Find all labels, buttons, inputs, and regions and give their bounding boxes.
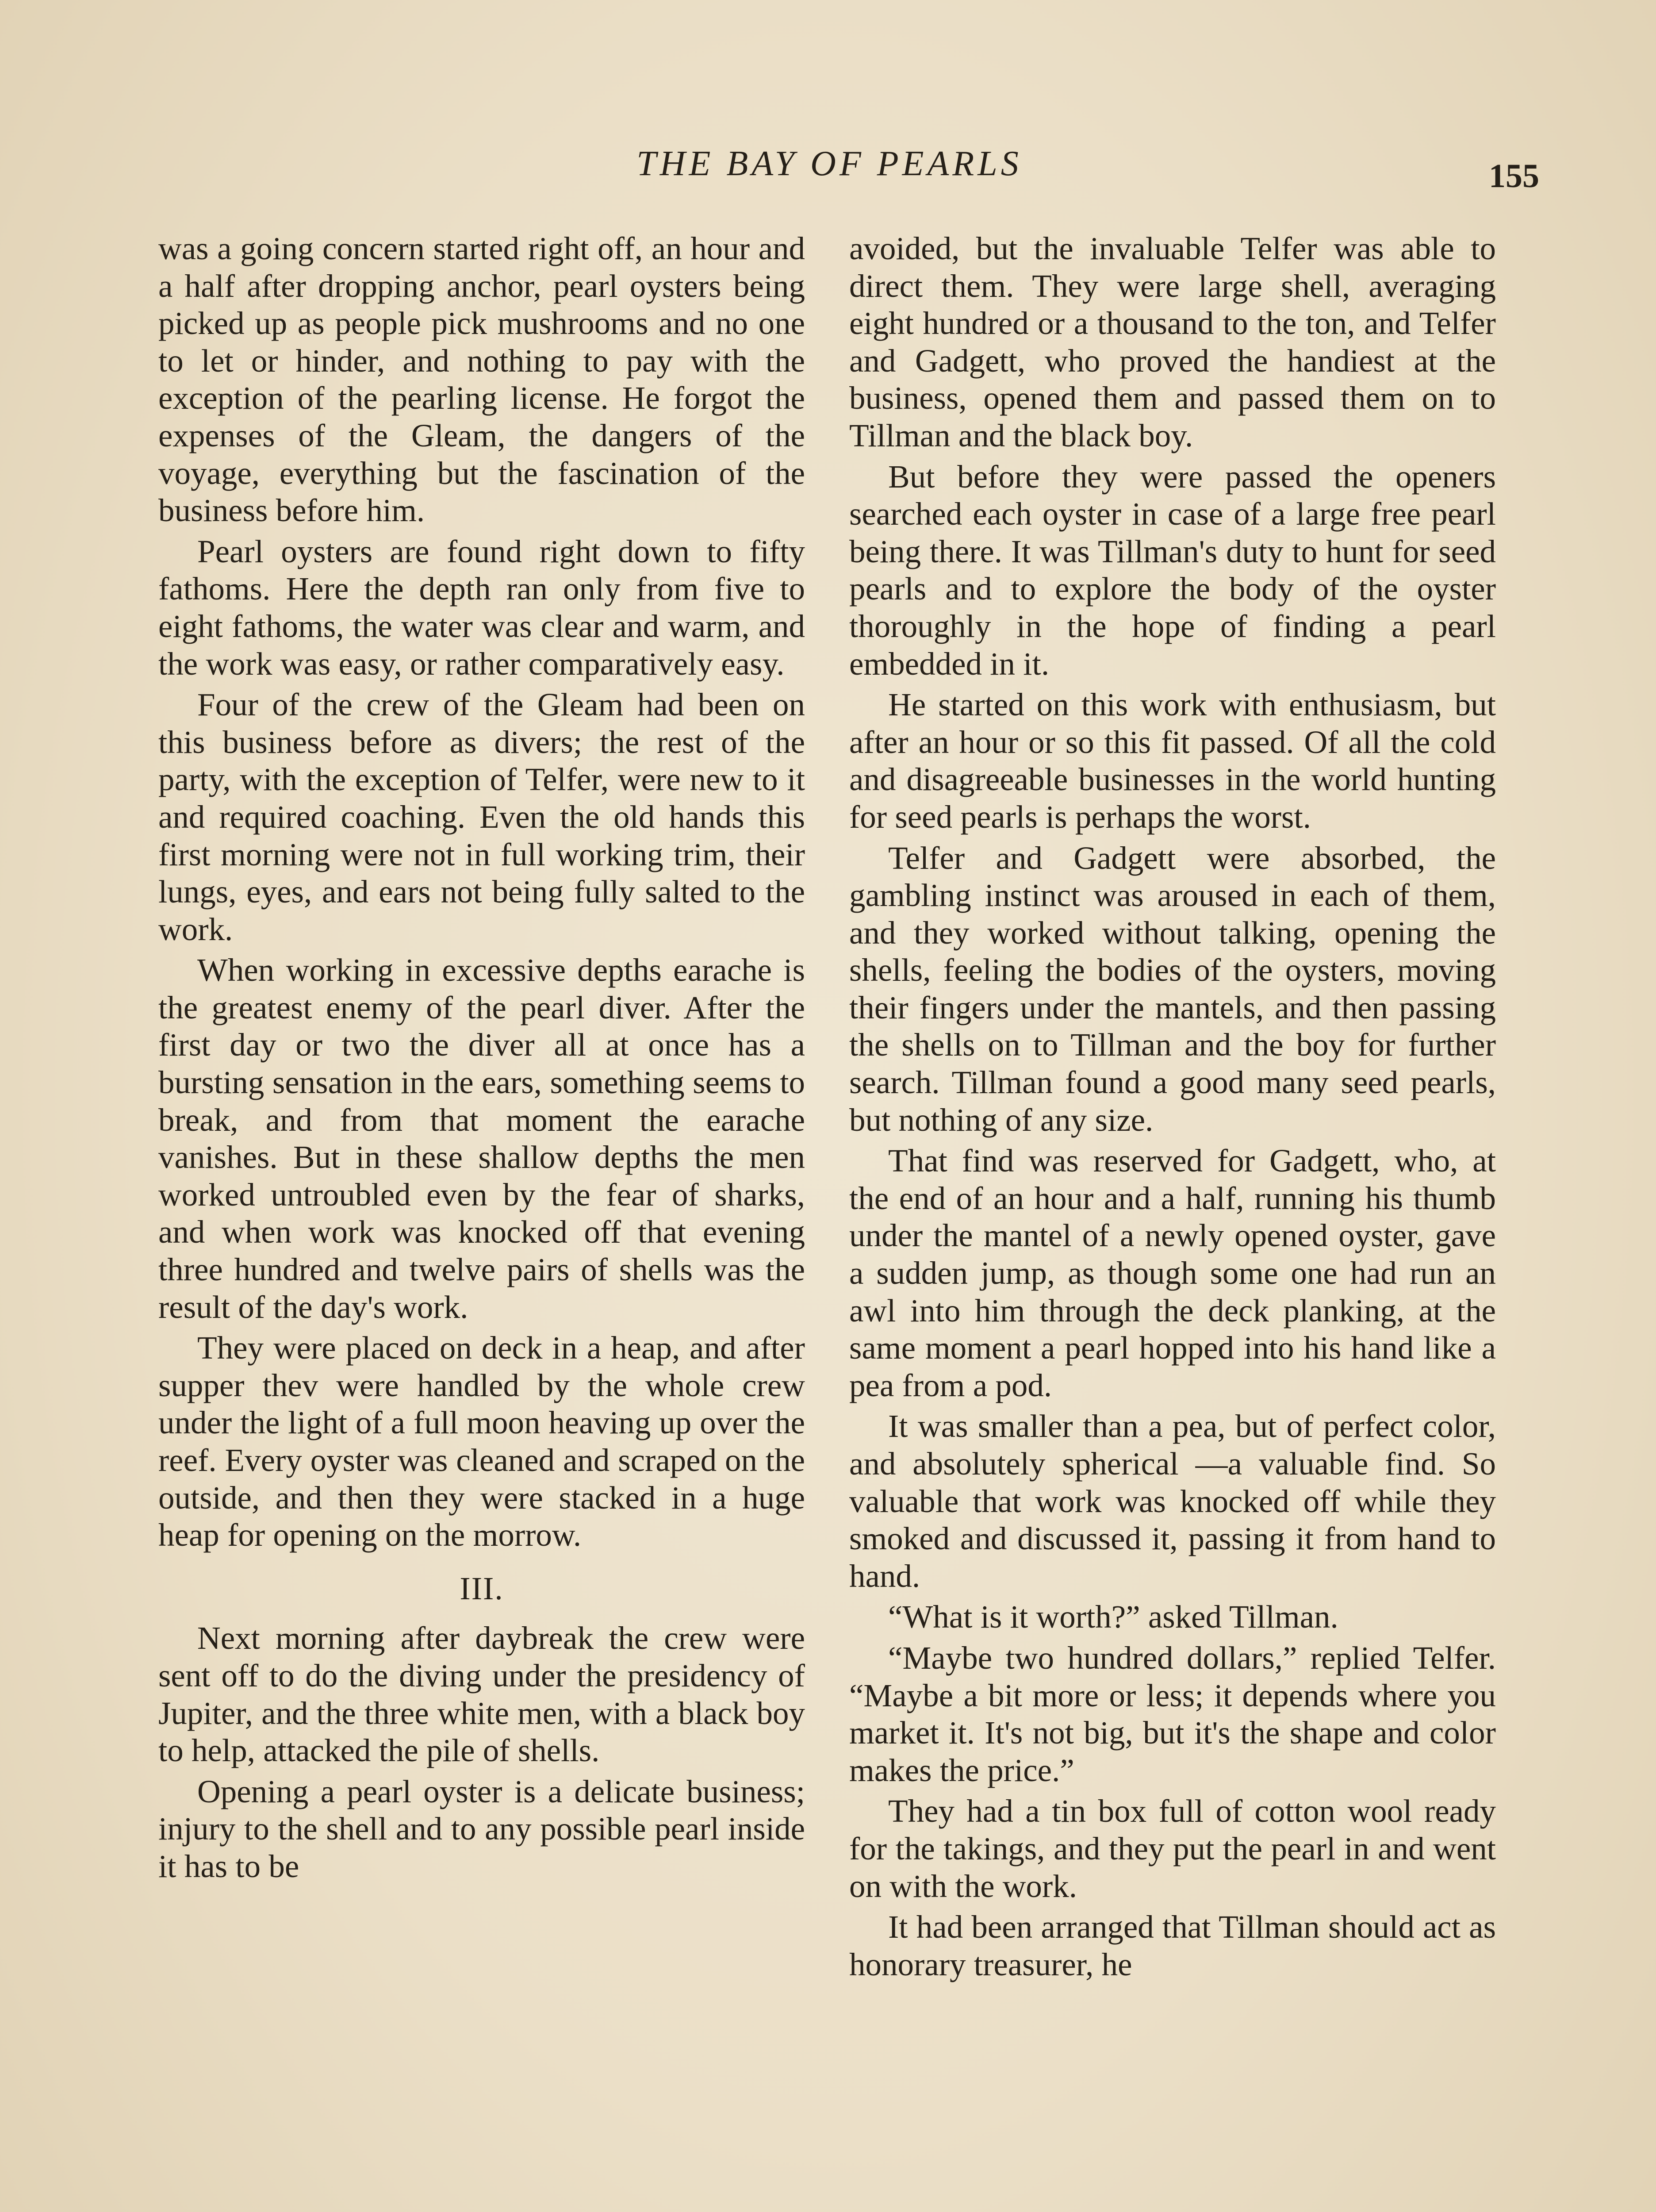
paragraph: It was smaller than a pea, but of perfect color, and absolutely spherical —a valuable find. So valuable that work was knocked off while they smoked and discussed it, passing it from hand to hand. (849, 1408, 1496, 1594)
paragraph: They were placed on deck in a heap, and after supper thev were handled by the whole crew under the light of a full moon heaving up over the reef. Every oyster was cleaned and scraped on the outside, and then they were stacked in a huge heap for opening on the morrow. (158, 1330, 805, 1553)
paragraph: But before they were passed the openers searched each oyster in case of a large free pearl being there. It was Tillman's duty to hunt for seed pearls and to explore the body of the oyster thoroughly in the hope of finding a pearl embedded in it. (849, 458, 1496, 682)
paragraph: They had a tin box full of cotton wool ready for the takings, and they put the pearl in and went on with the work. (849, 1793, 1496, 1904)
paragraph: was a going concern started right off, an hour and a half after dropping anchor, pearl oysters being picked up as people pick mushrooms and no one to let or hinder, and nothing to pay with the exception of the pearling license. He forgot the expenses of the Gleam, the dangers of the voyage, everything but the fascination of the business before him. (158, 230, 805, 529)
paragraph: avoided, but the invaluable Telfer was able to direct them. They were large shell, averaging eight hundred or a thousand to the ton, and Telfer and Gadgett, who proved the handiest at the business, opened them and passed them on to Tillman and the black boy. (849, 230, 1496, 453)
paragraph: Opening a pearl oyster is a delicate business; injury to the shell and to any possible pearl inside it has to be (158, 1773, 805, 1884)
paragraph: Telfer and Gadgett were absorbed, the gambling instinct was aroused in each of them, and they worked without talking, opening the shells, feeling the bodies of the oysters, moving their fingers under the mantels, and then passing the shells on to Tillman and the boy for further search. Tillman found a good many seed pearls, but nothing of any size. (849, 840, 1496, 1138)
paragraph: That find was reserved for Gadgett, who, at the end of an hour and a half, running his thumb under the mantel of a newly opened oyster, gave a sudden jump, as though some one had run an awl into him through the deck planking, at the same moment a pearl hopped into his hand like a pea from a pod. (849, 1143, 1496, 1403)
paragraph: He started on this work with enthusiasm, but after an hour or so this fit passed. Of all the cold and disagreeable businesses in the world hunting for seed pearls is perhaps the worst. (849, 687, 1496, 835)
paragraph: “What is it worth?” asked Tillman. (888, 1599, 1338, 1635)
paragraph: Four of the crew of the Gleam had been on this business before as divers; the rest of the party, with the exception of Telfer, were new to it and required coaching. Even the old hands this first morning were not in full working trim, their lungs, eyes, and ears not being fully salted to the work. (158, 687, 805, 947)
text-column-right (849, 230, 1496, 1987)
running-title: THE BAY OF PEARLS (636, 144, 1022, 183)
paragraph: Pearl oysters are found right down to fifty fathoms. Here the depth ran only from five to eight fathoms, the water was clear and warm, and the work was easy, or rather comparatively easy. (158, 533, 805, 682)
paragraph: Next morning after daybreak the crew were sent off to do the diving under the presidency of Jupiter, and the three white men, with a black boy to help, attacked the pile of shells. (158, 1620, 805, 1769)
paragraph: When working in excessive depths earache is the greatest enemy of the pearl diver. After the first day or two the diver all at once has a bursting sensation in the ears, something seems to break, and from that moment the earache vanishes. But in these shallow depths the men worked untroubled even by the fear of sharks, and when work was knocked off that evening three hundred and twelve pairs of shells was the result of the day's work. (158, 952, 805, 1325)
text-column-left (158, 230, 805, 1889)
page-number: 155 (1489, 157, 1539, 195)
paragraph: It had been arranged that Tillman should act as honorary treasurer, he (849, 1909, 1496, 1982)
section-heading: III. (460, 1570, 504, 1606)
paragraph: “Maybe two hundred dollars,” replied Telfer. “Maybe a bit more or less; it depends where you market it. It's not big, but it's the shape and color makes the price.” (849, 1640, 1496, 1788)
